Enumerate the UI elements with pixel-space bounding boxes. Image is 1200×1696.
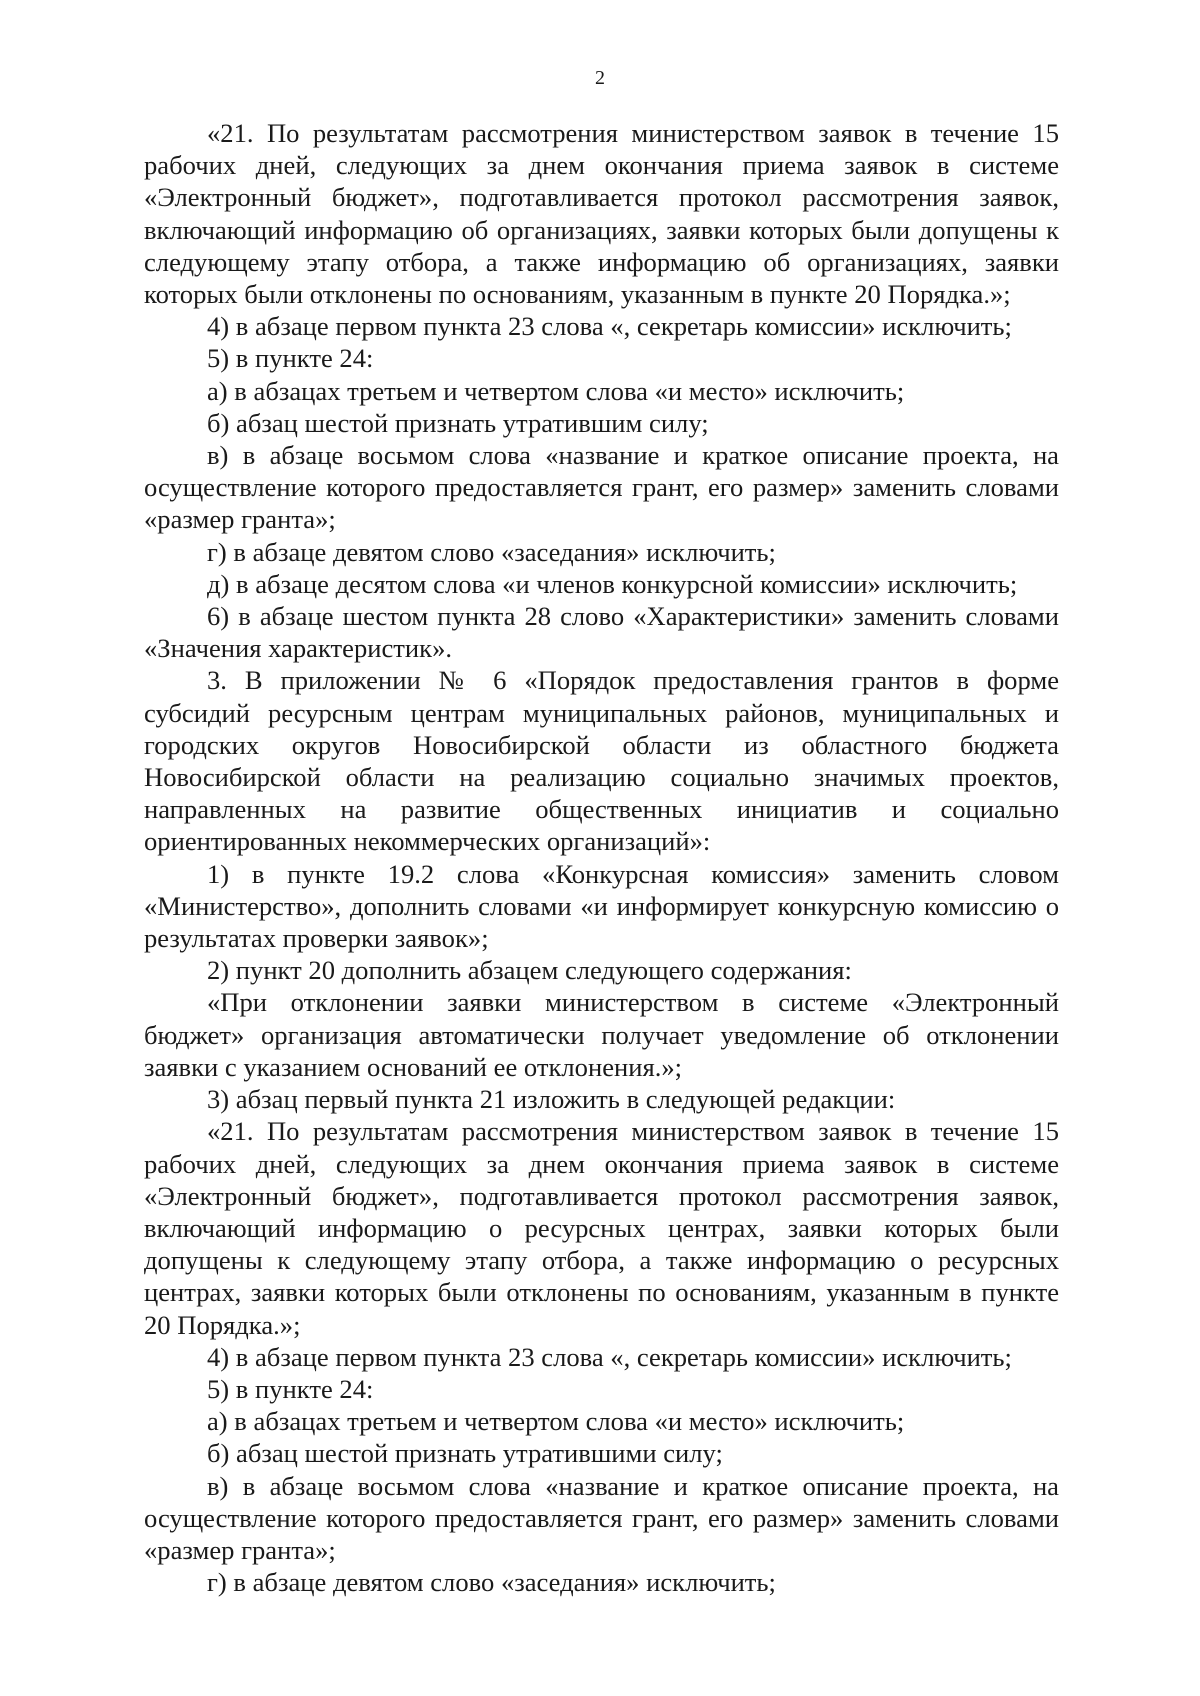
document-body [144,117,1059,1598]
paragraph-item-3: 3) абзац первый пункта 21 изложить в следующей редакции: [207,1084,896,1115]
paragraph-quoted-rejection: «При отклонении заявки министерством в системе «Электронный бюджет» организация автоматически получает уведомление об отклонении заявки с указанием оснований ее отклонения.»; [144,987,1059,1082]
paragraph-item-6: 6) в абзаце шестом пункта 28 слово «Характеристики» заменить словами «Значения характеристик». [144,601,1059,664]
paragraph-item-2: 2) пункт 20 дополнить абзацем следующего содержания: [207,955,852,986]
paragraph-item-5-second: 5) в пункте 24: [207,1373,374,1404]
paragraph-subitem-a-second: а) в абзацах третьем и четвертом слова «и место» исключить; [207,1406,905,1437]
paragraph-subitem-d: д) в абзаце десятом слова «и членов конкурсной комиссии» исключить; [207,568,1018,599]
paragraph-subitem-g: г) в абзаце девятом слово «заседания» исключить; [207,536,776,567]
paragraph-subitem-b-second: б) абзац шестой признать утратившими силу; [207,1438,723,1469]
page-number: 2 [595,67,605,89]
paragraph-quoted-item-21-resource-centers: «21. По результатам рассмотрения министерством заявок в течение 15 рабочих дней, следующих за днем окончания приема заявок в системе «Электронный бюджет», подготавливается протокол рассмотрения заявок, включающий информацию о ресурсных центрах, заявки которых были допущены к следующему этапу отбора, а также информацию о ресурсных центрах, заявки которых были отклонены по основаниям, указанным в пункте 20 Порядка.»; [144,1116,1059,1340]
paragraph-subitem-v-second: в) в абзаце восьмом слова «название и краткое описание проекта, на осуществление которого предоставляется грант, его размер» заменить словами «размер гранта»; [144,1470,1059,1565]
paragraph-item-4-second: 4) в абзаце первом пункта 23 слова «, секретарь комиссии» исключить; [207,1341,1012,1372]
paragraph-item-1: 1) в пункте 19.2 слова «Конкурсная комиссия» заменить словом «Министерство», дополнить словами «и информирует конкурсную комиссию о результатах проверки заявок»; [144,858,1059,954]
paragraph-subitem-b: б) абзац шестой признать утратившим силу; [207,407,709,438]
paragraph-item-5: 5) в пункте 24: [207,343,374,374]
paragraph-quoted-item-21-organizations: «21. По результатам рассмотрения министерством заявок в течение 15 рабочих дней, следующих за днем окончания приема заявок в системе «Электронный бюджет», подготавливается протокол рассмотрения заявок, включающий информацию об организациях, заявки которых были допущены к следующему этапу отбора, а также информацию об организациях, заявки которых были отклонены по основаниям, указанным в пункте 20 Порядка.»; [144,118,1059,310]
paragraph-subitem-g-second: г) в абзаце девятом слово «заседания» исключить; [207,1567,776,1598]
paragraph-subitem-a: а) в абзацах третьем и четвертом слова «и место» исключить; [207,375,905,406]
paragraph-section-3: 3. В приложении № 6 «Порядок предоставления грантов в форме субсидий ресурсным центрам муниципальных районов, муниципальных и городских округов Новосибирской области из областного бюджета Новосибирской области на реализацию социально значимых проектов, направленных на развитие общественных инициатив и социально ориентированных некоммерческих организаций»: [144,665,1059,857]
paragraph-subitem-v: в) в абзаце восьмом слова «название и краткое описание проекта, на осуществление которого предоставляется грант, его размер» заменить словами «размер гранта»; [144,440,1059,535]
paragraph-item-4: 4) в абзаце первом пункта 23 слова «, секретарь комиссии» исключить; [207,311,1012,342]
